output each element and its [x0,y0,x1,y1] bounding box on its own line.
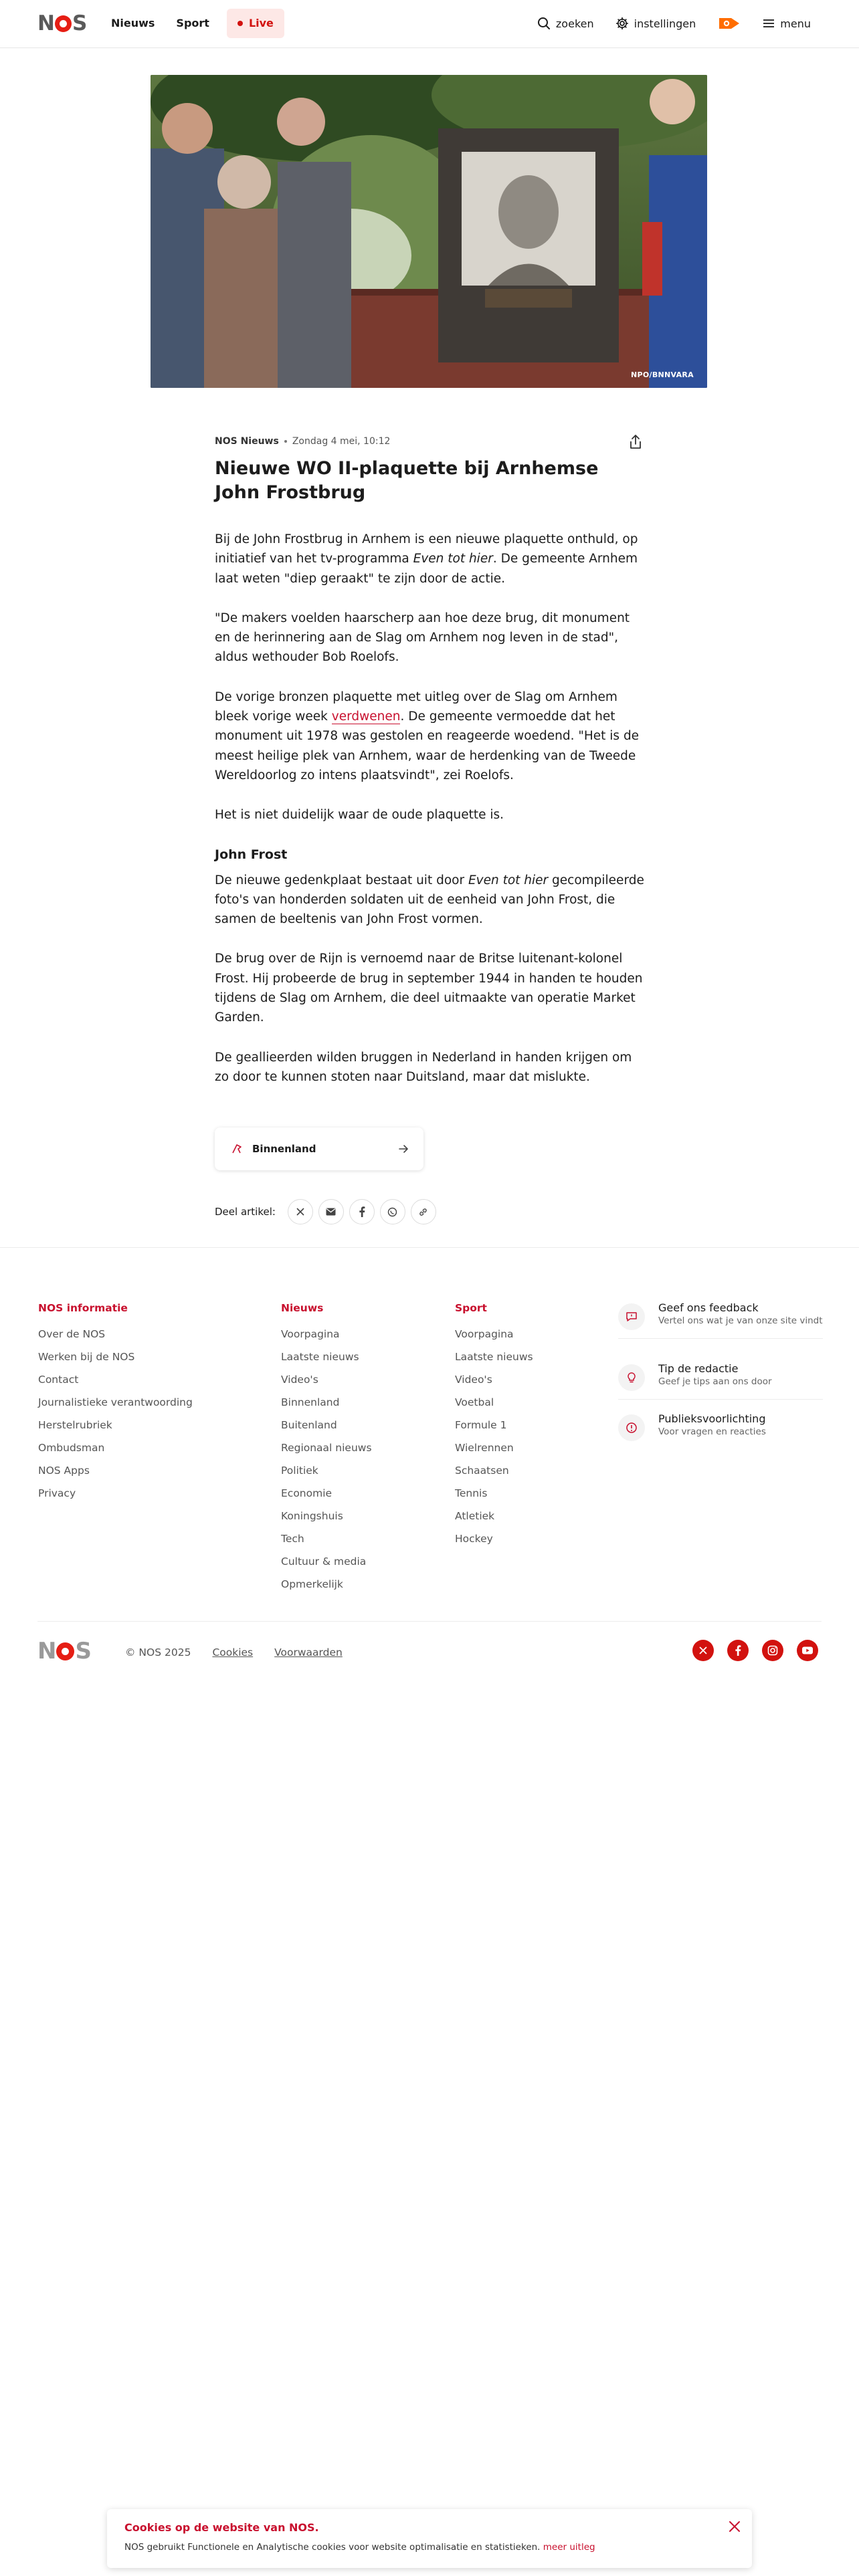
link-icon [418,1207,428,1217]
tip-text [658,1362,772,1388]
info-sub: Voor vragen en reacties [658,1426,766,1437]
text: De vorige bronzen plaquette met uitleg over de Slag om Arnhem bleek vorige week [215,689,617,724]
cookie-close-button[interactable] [727,2518,743,2535]
footer-link[interactable]: Journalistieke verantwoording [38,1396,193,1408]
footer-link[interactable]: Buitenland [281,1419,337,1431]
tip-icon-wrap [618,1364,645,1391]
footer-link[interactable]: Voorpagina [281,1328,340,1340]
nav-live[interactable] [227,9,284,38]
footer-link[interactable]: Schaatsen [455,1465,509,1477]
footer-bottom-divider [37,1621,822,1622]
footer-link[interactable]: Cultuur & media [281,1555,367,1568]
footer-link[interactable]: Opmerkelijk [281,1578,343,1590]
article-body [215,530,646,1107]
logo-circle-o [55,15,72,32]
paragraph: De brug over de Rijn is vernoemd naar de Britse luitenant-kolonel Frost. Hij probeerde de brug in september 1944 in handen te houden tijdens de Slag om Arnhem, die deel uitmaakte van operatie Market Garden. [215,952,643,1025]
feedback-text [658,1301,823,1327]
footer-link[interactable]: Laatste nieuws [455,1351,533,1363]
search-label: zoeken [555,17,594,30]
gear-icon [615,17,629,30]
x-icon [296,1207,305,1216]
feedback-link[interactable] [618,1301,823,1339]
settings-label: instellingen [634,17,696,30]
feedback-sub: Vertel ons wat je van onze site vindt [658,1315,823,1326]
footer-link[interactable]: Herstelrubriek [38,1419,112,1431]
mail-icon [326,1208,336,1216]
menu-label: menu [780,17,811,30]
footer-link[interactable]: Hockey [455,1533,493,1545]
share-x-button[interactable] [288,1199,313,1224]
footer-link[interactable]: Atletiek [455,1510,495,1522]
section-heading: John Frost [215,847,288,862]
feedback-icon-wrap [618,1303,645,1330]
image-credit: NPO/BNNVARA [631,370,694,379]
search-icon [537,17,551,30]
footer-link[interactable]: Formule 1 [455,1419,507,1431]
live-dot-icon [237,21,243,26]
share-row [215,1199,436,1224]
close-icon [727,2518,743,2535]
copyright: © NOS 2025 [125,1646,191,1658]
social-facebook-button[interactable] [727,1640,749,1661]
footer-link[interactable]: Wielrennen [455,1442,514,1454]
footer-link[interactable]: Voetbal [455,1396,494,1408]
nav-sport[interactable]: Sport [176,17,209,29]
paragraph [215,687,646,785]
share-email-button[interactable] [318,1199,344,1224]
footer-divider [0,1247,859,1248]
meta-separator [284,440,287,443]
paragraph [215,530,646,588]
logo-letter-n: N [37,11,54,35]
whatsapp-icon [387,1207,397,1217]
cookie-more-link[interactable]: meer uitleg [543,2542,595,2553]
hamburger-icon [763,19,775,28]
search-button[interactable] [527,7,605,39]
cookie-description [124,2542,595,2553]
menu-button[interactable] [752,7,822,39]
share-whatsapp-button[interactable] [380,1199,405,1224]
footer-link[interactable]: Ombudsman [38,1442,105,1454]
nav-live-label: Live [248,17,274,29]
cookie-title: Cookies op de website van NOS. [124,2521,319,2534]
footer-link[interactable]: Voorpagina [455,1328,514,1340]
cookie-banner [107,2509,752,2568]
npo-logo[interactable] [717,15,741,31]
cookie-text: NOS gebruikt Functionele en Analytische cookies voor website optimalisatie en statistieken. [124,2542,543,2553]
footer-link[interactable]: Laatste nieuws [281,1351,359,1363]
share-icon [626,433,645,451]
tag-card-binnenland[interactable] [215,1128,423,1170]
footer-link[interactable]: Regionaal nieuws [281,1442,372,1454]
info-icon [626,1422,638,1434]
logo-letter-s: S [72,11,87,35]
paragraph: "De makers voelden haarscherp aan hoe deze brug, dit monument en de herinnering aan de Slag om Arnhem nog leven in de stad", aldus wethouder Bob Roelofs. [215,611,630,665]
footer-link[interactable]: Politiek [281,1465,318,1477]
tag-label: Binnenland [252,1143,316,1155]
footer-col-nieuws [281,1300,372,1596]
info-icon-wrap [618,1414,645,1441]
lightbulb-icon [626,1372,637,1384]
facebook-icon [359,1206,365,1217]
footer-legal [125,1646,343,1658]
text: gecompileerde foto's van honderden soldaten uit de eenheid van John Frost, die samen de beeltenis van John Frost vormen. [215,873,644,927]
feedback-title: Geef ons feedback [658,1301,759,1314]
tag-icon [231,1143,243,1155]
text: De nieuwe gedenkplaat bestaat uit door [215,873,468,887]
text: . De gemeente vermoedde dat het monument uit 1978 was gestolen en reageerde woedend. "Het is de meest heilige plek van Arnhem, waar de herdenking van de Tweede Wereldoorlog zo intens plaatsvindt", zei Roelofs. [215,710,640,782]
footer-link[interactable]: Privacy [38,1487,76,1499]
program-name: Even tot hier [413,552,493,566]
instagram-icon [767,1645,778,1656]
tip-title: Tip de redactie [658,1362,739,1375]
text: . De gemeente Arnhem laat weten "diep geraakt" te zijn door de actie. [215,552,638,586]
social-links [692,1640,818,1661]
footer-col-title: Sport [455,1302,487,1314]
chat-icon [626,1311,638,1322]
footer-link[interactable]: Video's [281,1374,318,1386]
npo-logo-icon [717,15,741,31]
arrow-right-icon [398,1144,409,1154]
footer-nos-logo[interactable] [37,1638,91,1665]
cookies-link[interactable]: Cookies [212,1646,254,1658]
paragraph: De geallieerden wilden bruggen in Nederland in handen krijgen om zo door te kunnen stoten naar Duitsland, maar dat mislukte. [215,1050,632,1084]
facebook-icon [735,1645,741,1656]
article-hero-image [151,75,707,388]
social-x-button[interactable] [692,1640,714,1661]
article-meta [215,436,390,447]
logo-letter-s: S [75,1638,91,1665]
share-facebook-button[interactable] [349,1199,375,1224]
social-youtube-button[interactable] [797,1640,818,1661]
logo-letter-n: N [37,1638,56,1665]
share-button[interactable] [626,433,645,451]
hero-photo [151,75,707,388]
info-title: Publieksvoorlichting [658,1412,766,1425]
settings-button[interactable] [605,7,707,39]
footer-col-sport [455,1300,533,1550]
logo-circle-o [56,1642,74,1660]
paragraph: Het is niet duidelijk waar de oude plaquette is. [215,808,504,823]
footer-link[interactable]: Over de NOS [38,1328,106,1340]
text: Bij de John Frostbrug in Arnhem is een nieuwe plaquette onthuld, op initiatief van het tv-programma [215,532,638,566]
inline-link-verdwenen[interactable]: verdwenen [331,710,401,724]
paragraph [215,871,646,930]
main-nav [100,7,284,39]
nos-logo[interactable] [37,13,86,34]
footer-link[interactable]: Tennis [455,1487,488,1499]
info-text [658,1412,766,1438]
publieksvoorlichting-link[interactable] [618,1412,823,1449]
footer-link[interactable]: Koningshuis [281,1510,343,1522]
header-actions [527,7,822,39]
article-source: NOS Nieuws [215,436,279,447]
share-copy-link-button[interactable] [411,1199,436,1224]
social-instagram-button[interactable] [762,1640,783,1661]
footer-link[interactable]: Werken bij de NOS [38,1351,135,1363]
site-header [0,0,859,48]
footer-link[interactable]: Video's [455,1374,492,1386]
share-label: Deel artikel: [215,1206,276,1218]
nav-nieuws[interactable]: Nieuws [111,17,155,29]
article-title: Nieuwe WO II-plaquette bij Arnhemse John Frostbrug [215,458,599,503]
footer-link[interactable]: Economie [281,1487,332,1499]
footer-col-nos-informatie [38,1300,193,1505]
footer-link[interactable]: NOS Apps [38,1465,90,1477]
youtube-icon [801,1646,814,1655]
footer-link[interactable]: Contact [38,1374,79,1386]
article-date: Zondag 4 mei, 10:12 [292,436,391,447]
voorwaarden-link[interactable]: Voorwaarden [274,1646,343,1658]
x-icon [698,1646,708,1655]
footer-col-title: Nieuws [281,1302,324,1314]
footer-link[interactable]: Tech [281,1533,304,1545]
footer-col-title: NOS informatie [38,1302,128,1314]
tip-redactie-link[interactable] [618,1362,823,1400]
footer-link[interactable]: Binnenland [281,1396,340,1408]
tip-sub: Geef je tips aan ons door [658,1376,772,1387]
program-name: Even tot hier [468,873,549,887]
